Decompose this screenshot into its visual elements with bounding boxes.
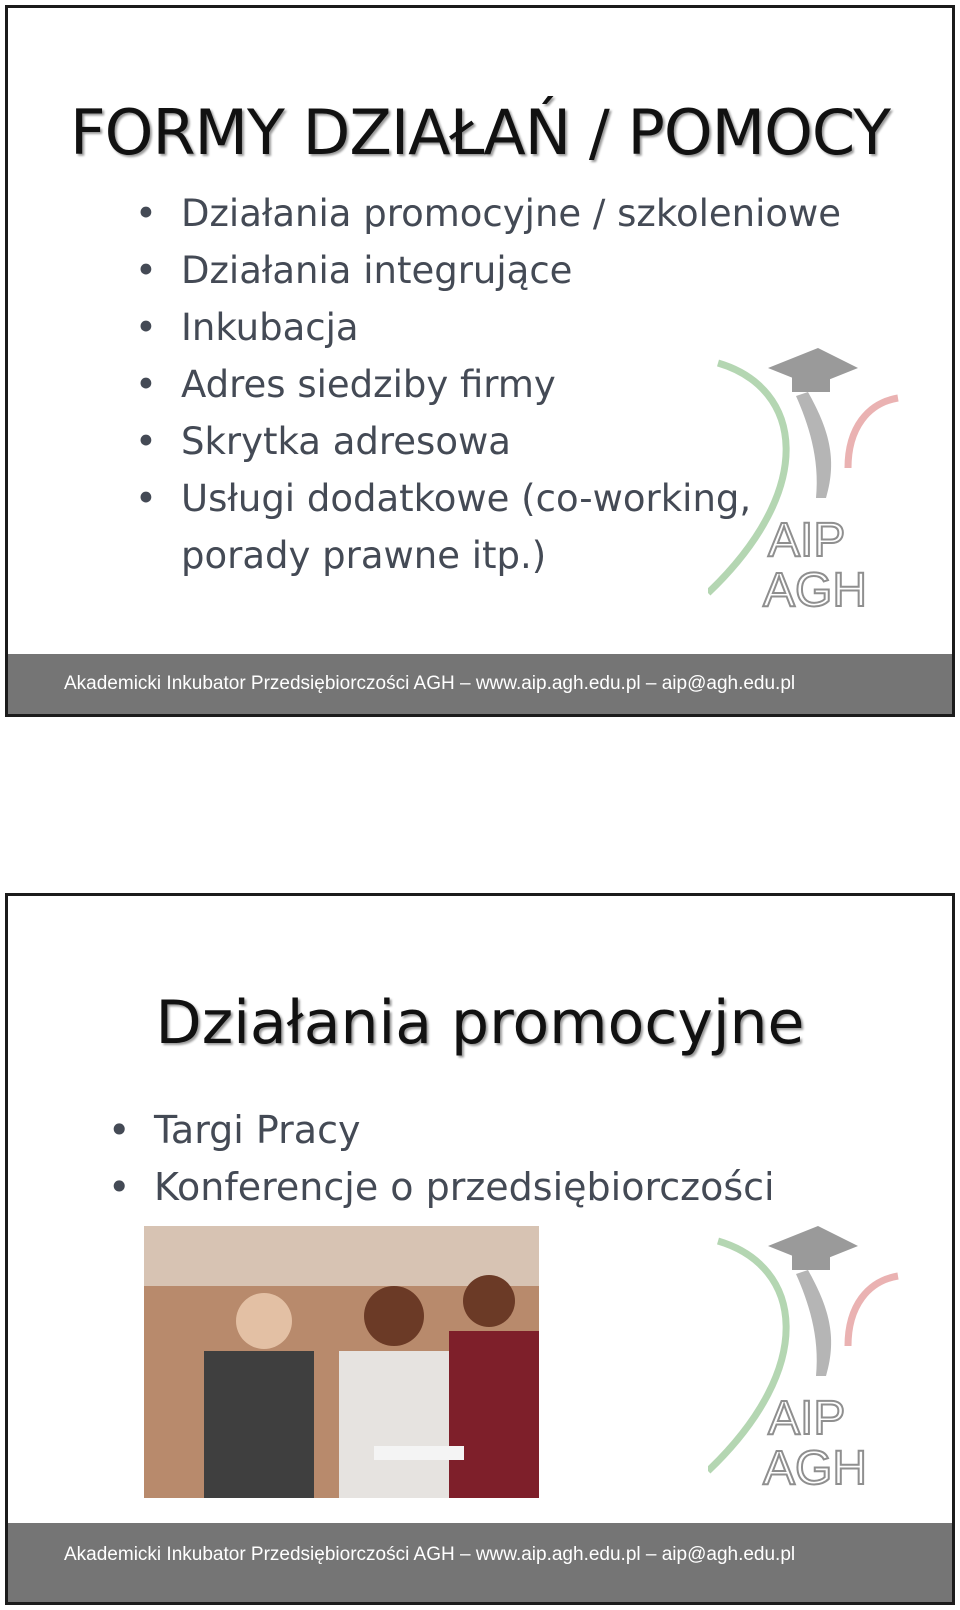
slide-title: Działania promocyjne	[155, 988, 805, 1058]
logo-red-arc	[848, 398, 898, 468]
bullet-dot: •	[135, 306, 157, 349]
slide-promotional-activities	[5, 893, 955, 1605]
slide-footer: Akademicki Inkubator Przedsiębiorczości AGH – www.aip.agh.edu.pl – aip@agh.edu.pl	[8, 654, 952, 714]
slide-title: FORMY DZIAŁAŃ / POMOCY	[69, 96, 891, 169]
bullet-item	[135, 242, 841, 299]
bullet-text: Adres siedziby firmy	[181, 363, 556, 406]
aip-agh-logo	[708, 348, 908, 608]
bullet-dot: •	[135, 249, 157, 292]
bullet-item	[135, 185, 841, 242]
logo-line2: AGH	[763, 1442, 868, 1486]
bullet-dot: •	[135, 363, 157, 406]
logo-line1: AIP	[768, 514, 846, 567]
bullet-text: Targi Pracy	[154, 1108, 361, 1152]
photo-illustration	[144, 1226, 539, 1498]
bullet-text: Skrytka adresowa	[181, 420, 511, 463]
aip-agh-logo	[708, 1226, 908, 1486]
slide-footer: Akademicki Inkubator Przedsiębiorczości AGH – www.aip.agh.edu.pl – aip@agh.edu.pl	[8, 1523, 952, 1603]
bullet-text: Działania promocyjne / szkoleniowe	[181, 192, 842, 235]
bullet-text: Działania integrujące	[181, 249, 573, 292]
bullet-dot: •	[108, 1165, 131, 1209]
slide-forms-of-support	[5, 5, 955, 717]
bullet-text: Inkubacja	[181, 306, 359, 349]
conference-audience-photo	[144, 1226, 539, 1498]
bullet-text: Usługi dodatkowe (co-working,	[181, 477, 752, 520]
logo-line1: AIP	[768, 1392, 846, 1445]
bullet-dot: •	[135, 192, 157, 235]
bullet-list	[108, 1102, 775, 1216]
bullet-text: porady prawne itp.)	[181, 534, 547, 577]
bullet-dot: •	[108, 1108, 131, 1152]
logo-line2: AGH	[763, 564, 868, 608]
bullet-text: Konferencje o przedsiębiorczości	[154, 1165, 775, 1209]
bullet-item	[108, 1102, 775, 1159]
logo-red-arc	[848, 1276, 898, 1346]
bullet-dot: •	[135, 477, 157, 520]
bullet-item	[108, 1159, 775, 1216]
bullet-dot: •	[135, 420, 157, 463]
